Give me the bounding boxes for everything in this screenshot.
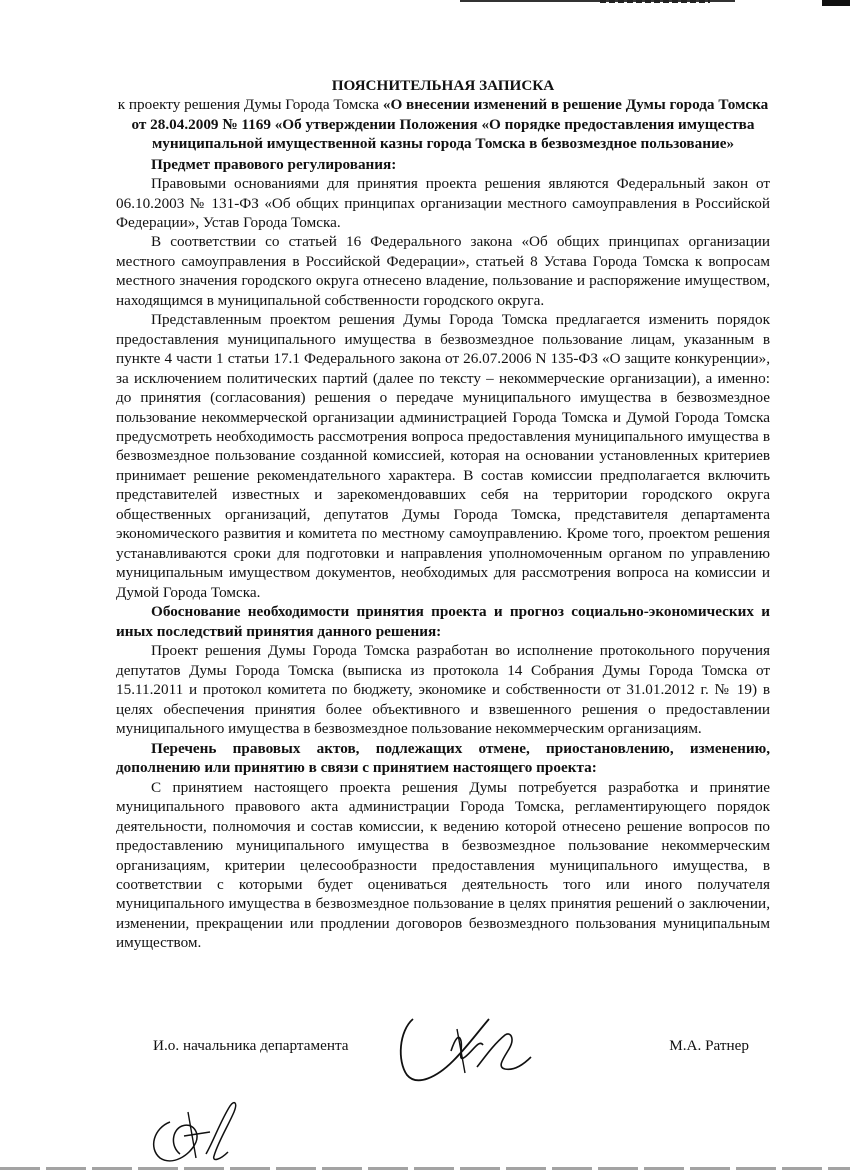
document-title: ПОЯСНИТЕЛЬНАЯ ЗАПИСКА — [331, 77, 555, 94]
handwritten-initials — [140, 1092, 250, 1168]
signatory-position: И.о. начальника департамента — [153, 1037, 349, 1054]
paragraph: В соответствии со статьей 16 Федерального закона «Об общих принципах организации местного самоуправления в Российской Федерации», статьей 8 Устава Города Томска к вопросам местного значения городского округа отнесено владение, пользование и распоряжение имуществом, находящимся в муниципальной собственности городского округа. — [116, 233, 770, 309]
paragraph: С принятием настоящего проекта решения Думы потребуется разработка и принятие муниципального правового акта администрации Города Томска, регламентирующего порядок деятельности, полномочия и состав комиссии, к ведению которой отнесено решение вопросов по предоставлению муниципального имущества в безвозмездное пользование некоммерческим организациям, критерии целесообразности предоставления муниципального имущества, в соответствии с которыми будет оцениваться деятельность того или иного получателя муниципального имущества в безвозмездное пользование в целях принятия решений о заключении, изменении, прекращении или продлении договоров безвозмездного пользования муниципальным имуществом. — [116, 778, 770, 952]
section-title-subject: Предмет правового регулирования: — [151, 155, 397, 173]
section-title-justification: Обоснование необходимости принятия проекта и прогноз социально-экономических и иных последствий принятия данного решения: — [116, 603, 770, 640]
signatory-name: М.А. Ратнер — [669, 1037, 749, 1054]
document-subtitle — [116, 95, 770, 154]
document-page — [116, 76, 770, 953]
scan-corner-mark — [822, 0, 850, 6]
paragraph: Правовыми основаниями для принятия проекта решения являются Федеральный закон от 06.10.2003 № 131-ФЗ «Об общих принципах организации местного самоуправления в Российской Федерации», Устав Города Томска. — [116, 175, 770, 231]
paragraph: Представленным проектом решения Думы Города Томска предлагается изменить порядок предоставления муниципального имущества в безвозмездное пользование лицам, указанным в пункте 4 части 1 статьи 17.1 Федерального закона от 26.07.2006 N 135-ФЗ «О защите конкуренции», за исключением политических партий (далее по тексту – некоммерческие организации), а именно: до принятия (согласования) решения о передаче муниципального имущества в безвозмездное пользование некоммерческой организации администрацией Города Томска и Думой Города Томска предусмотреть необходимость рассмотрения вопроса предоставления муниципального имущества в безвозмездное пользование созданной комиссией, которая на основании установленных критериев принимает решение рекомендательного характера. В состав комиссии предполагается включить представителей известных и зарекомендовавших себя на территории городского округа общественных организаций, депутатов Думы Города Томска, представителя департамента экономического развития и комитета по местному самоуправлению. Кроме того, проектом решения устанавливаются сроки для подготовки и направления уполномоченным органом по управлению муниципальным имуществом документов, необходимых для рассмотрения вопроса на комиссии и Думой Города Томска. — [116, 311, 770, 601]
paragraph: Проект решения Думы Города Томска разработан во исполнение протокольного поручения депутатов Думы Города Томска (выписка из протокола 14 Собрания Думы Города Томска от 15.11.2011 и протокол комитета по бюджету, экономике и собственности от 31.01.2012 г. № 19) в целях обеспечения принятия более объективного и взвешенного решения о предоставлении муниципального имущества в безвозмездное пользование некоммерческим организациям. — [116, 642, 770, 738]
subtitle-plain: к проекту решения Думы Города Томска — [117, 96, 383, 113]
scan-edge-dashes — [600, 0, 710, 3]
subtitle-bold: «О внесении изменений в решение Думы города Томска от 28.04.2009 № 1169 «Об утверждении Положения «О порядке предоставления имущества муниципальной имущественной казны города Томска в безвозмездное пользование» — [131, 96, 769, 152]
handwritten-signature — [393, 1011, 563, 1091]
signature-block — [153, 1033, 763, 1093]
section-title-legal-acts: Перечень правовых актов, подлежащих отмене, приостановлению, изменению, дополнению или принятию в связи с принятием настоящего проекта: — [116, 739, 770, 777]
